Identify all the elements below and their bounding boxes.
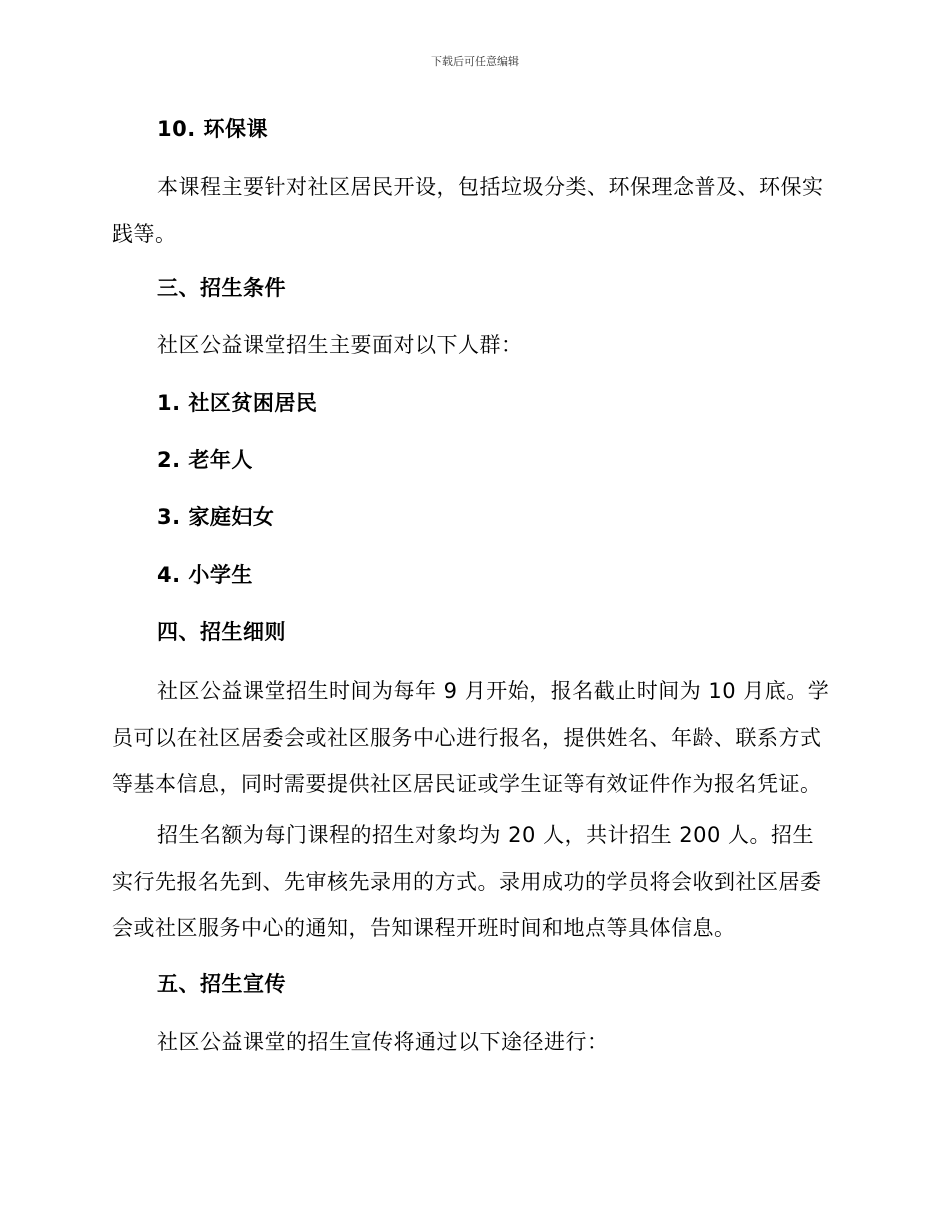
paragraph-section-4-2: 招生名额为每门课程的招生对象均为 20 人，共计招生 200 人。招生实行先报名先到、先审核先录用的方式。录用成功的学员将会收到社区居委会或社区服务中心的通知，告知课程开班时间和地点等具体信息。 — [112, 823, 822, 940]
list-item-group-2: 2. 老年人 — [157, 448, 253, 472]
page-header: 下载后可任意编辑 — [431, 55, 519, 68]
list-item-group-3: 3. 家庭妇女 — [157, 505, 275, 529]
list-item-group-4: 4. 小学生 — [157, 563, 253, 587]
heading-course-10: 10. 环保课 — [157, 117, 269, 141]
heading-section-3: 三、招生条件 — [157, 276, 286, 300]
heading-section-5: 五、招生宣传 — [157, 972, 286, 996]
intro-section-5: 社区公益课堂的招生宣传将通过以下途径进行： — [157, 1030, 609, 1054]
heading-section-4: 四、招生细则 — [157, 620, 286, 644]
list-item-group-1: 1. 社区贫困居民 — [157, 391, 318, 415]
paragraph-course-10: 本课程主要针对社区居民开设，包括垃圾分类、环保理念普及、环保实践等。 — [112, 175, 824, 246]
intro-section-3: 社区公益课堂招生主要面对以下人群： — [157, 333, 523, 357]
paragraph-section-4-1: 社区公益课堂招生时间为每年 9 月开始，报名截止时间为 10 月底。学员可以在社区居委会或社区服务中心进行报名，提供姓名、年龄、联系方式等基本信息，同时需要提供社区居民证或学生证等有效证件作为报名凭证。 — [112, 679, 830, 796]
